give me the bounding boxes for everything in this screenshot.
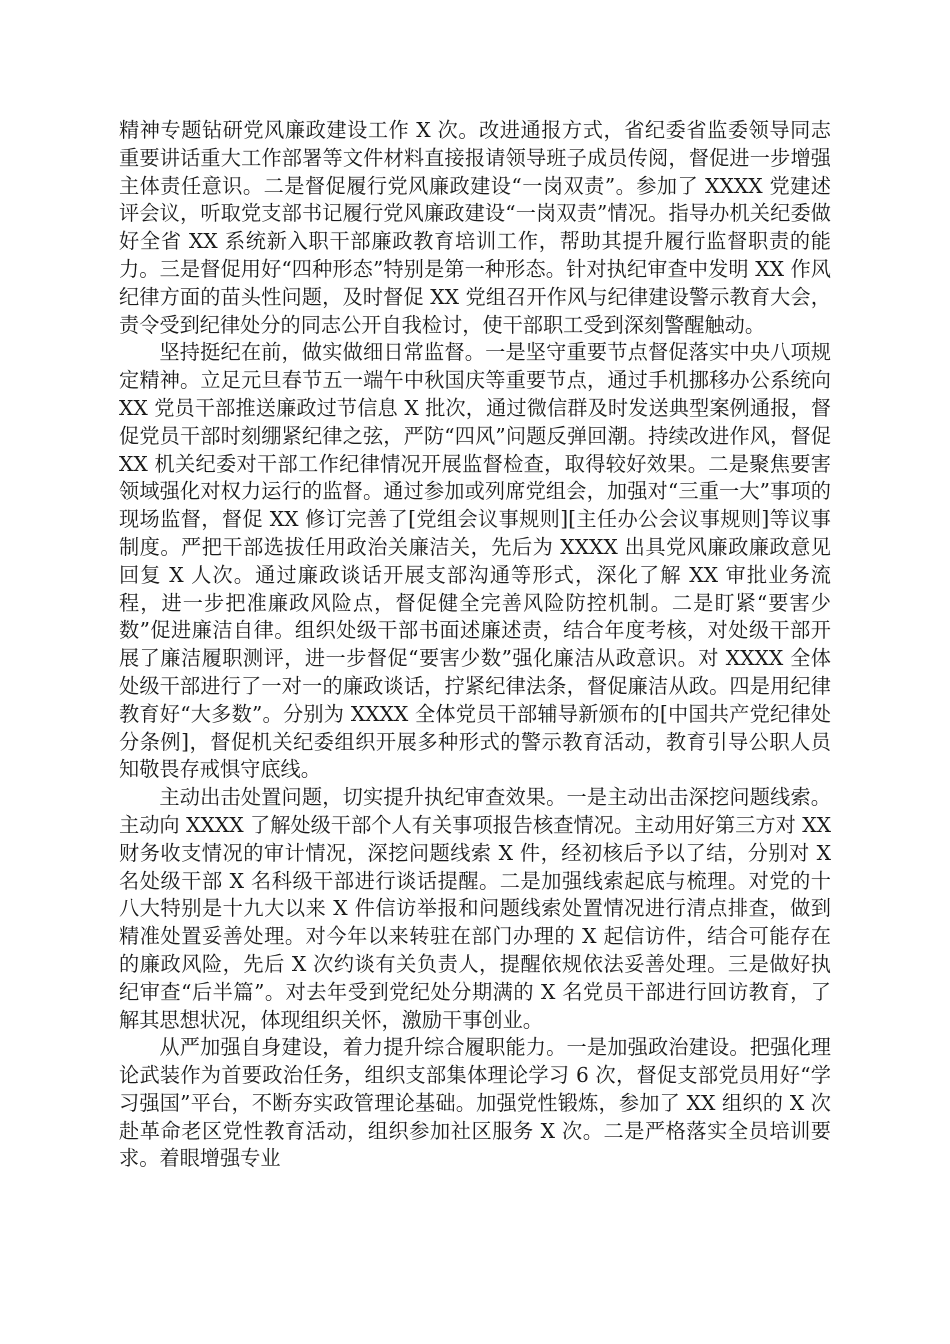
- paragraph-continuation: 精神专题钻研党风廉政建设工作 X 次。改进通报方式，省纪委省监委领导同志重要讲话重大工作部署等文件材料直接报请领导班子成员传阅，督促进一步增强主体责任意识。二是督促履行党风廉政建设“一岗双责”。参加了 XXXX 党建述评会议，听取党支部书记履行党风廉政建设“一岗双责”情况。指导办机关纪委做好全省 XX 系统新入职干部廉政教育培训工作，帮助其提升履行监督职责的能力。三是督促用好“四种形态”特别是第一种形态。针对执纪审查中发明 XX 作风纪律方面的苗头性问题，及时督促 XX 党组召开作风与纪律建设警示教育大会，责令受到纪律处分的同志公开自我检讨，使干部职工受到深刻警醒触动。: [119, 118, 831, 337]
- paragraph-self-construction: 从严加强自身建设，着力提升综合履职能力。一是加强政治建设。把强化理论武装作为首要政治任务，组织支部集体理论学习 6 次，督促支部党员用好“学习强国”平台，不断夯实政管理论基础。加强党性锻炼，参加了 XX 组织的 X 次赴革命老区党性教育活动，组织参加社区服务 X 次。二是严格落实全员培训要求。着眼增强专业: [119, 1035, 831, 1171]
- document-body: [119, 117, 831, 1173]
- paragraph-problem-handling: 主动出击处置问题，切实提升执纪审查效果。一是主动出击深挖问题线索。主动向 XXXX 了解处级干部个人有关事项报告核查情况。主动用好第三方对 XX 财务收支情况的审计情况，深挖问题线索 X 件，经初核后予以了结，分别对 X 名处级干部 X 名科级干部进行谈话提醒。二是加强线索起底与梳理。对党的十八大特别是十九大以来 X 件信访举报和问题线索处置情况进行清点排查，做到精准处置妥善处理。对今年以来转驻在部门办理的 X 起信访件，结合可能存在的廉政风险，先后 X 次约谈有关负责人，提醒依规依法妥善处理。三是做好执纪审查“后半篇”。对去年受到党纪处分期满的 X 名党员干部进行回访教育，了解其思想状况，体现组织关怀，激励干事创业。: [119, 785, 831, 1032]
- paragraph-daily-supervision: 坚持挺纪在前，做实做细日常监督。一是坚守重要节点督促落实中央八项规定精神。立足元旦春节五一端午中秋国庆等重要节点，通过手机挪移办公系统向 XX 党员干部推送廉政过节信息 X 批次，通过微信群及时发送典型案例通报，督促党员干部时刻绷紧纪律之弦，严防“四风”问题反弹回潮。持续改进作风，督促 XX 机关纪委对干部工作纪律情况开展监督检查，取得较好效果。二是聚焦要害领域强化对权力运行的监督。通过参加或列席党组会，加强对“三重一大”事项的现场监督，督促 XX 修订完善了[党组会议事规则][主任办公会议事规则]等议事制度。严把干部选拔任用政治关廉洁关，先后为 XXXX 出具党风廉政廉政意见回复 X 人次。通过廉政谈话开展支部沟通等形式，深化了解 XX 审批业务流程，进一步把准廉政风险点，督促健全完善风险防控机制。二是盯紧“要害少数”促进廉洁自律。组织处级干部书面述廉述责，结合年度考核，对处级干部开展了廉洁履职测评，进一步督促“要害少数”强化廉洁从政意识。对 XXXX 全体处级干部进行了一对一的廉政谈话，拧紧纪律法条，督促廉洁从政。四是用纪律教育好“大多数”。分别为 XXXX 全体党员干部辅导新颁布的[中国共产党纪律处分条例]，督促机关纪委组织开展多种形式的警示教育活动，教育引导公职人员知敬畏存戒惧守底线。: [119, 340, 831, 782]
